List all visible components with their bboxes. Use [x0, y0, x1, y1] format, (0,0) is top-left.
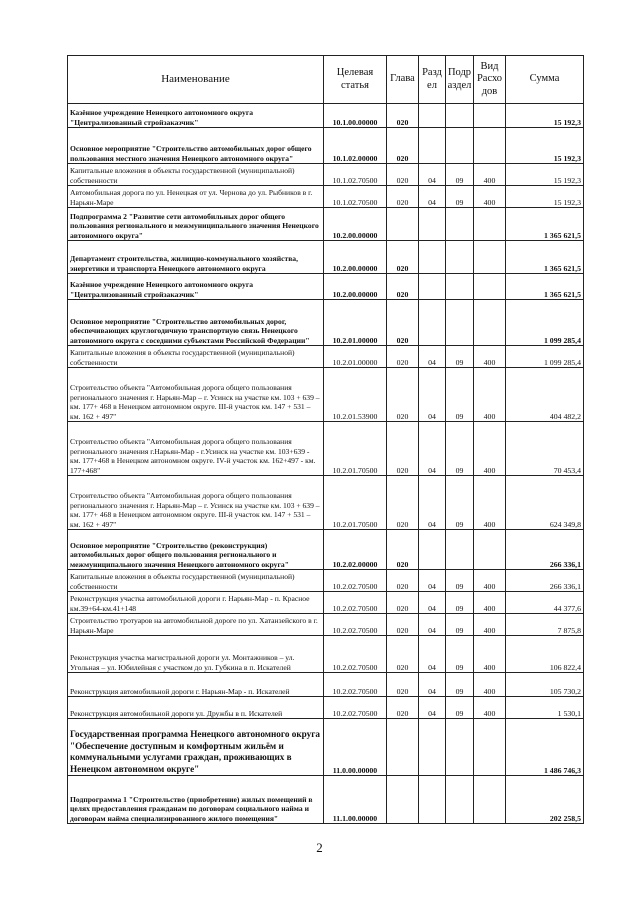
row-subsection: 09	[446, 368, 474, 422]
page-number: 2	[316, 840, 323, 855]
row-sum: 15 192,3	[506, 104, 584, 128]
row-target: 10.2.02.70500	[324, 570, 387, 592]
row-name: Подпрограмма 1 "Строительство (приобретение) жилых помещений в целях предоставления гражданам по договорам социального найма и договорам найма специализированного жилого помещения"	[68, 776, 324, 824]
row-section: 04	[419, 422, 446, 476]
row-target: 11.0.00.00000	[324, 719, 387, 776]
row-section	[419, 776, 446, 824]
row-chapter: 020	[387, 300, 419, 346]
table-row	[68, 274, 584, 300]
row-subsection: 09	[446, 164, 474, 186]
row-section	[419, 241, 446, 274]
table-row	[68, 614, 584, 636]
row-chapter: 020	[387, 368, 419, 422]
row-expense: 400	[474, 614, 506, 636]
row-chapter: 020	[387, 241, 419, 274]
row-section: 04	[419, 186, 446, 208]
row-section: 04	[419, 346, 446, 368]
row-target: 10.1.02.70500	[324, 186, 387, 208]
row-expense: 400	[474, 673, 506, 697]
row-section: 04	[419, 673, 446, 697]
row-expense: 400	[474, 368, 506, 422]
row-expense: 400	[474, 346, 506, 368]
row-sum: 1 099 285,4	[506, 300, 584, 346]
row-chapter: 020	[387, 614, 419, 636]
table-row	[68, 719, 584, 776]
row-expense: 400	[474, 164, 506, 186]
row-subsection: 09	[446, 570, 474, 592]
row-target: 10.2.02.70500	[324, 697, 387, 719]
row-sum: 106 822,4	[506, 636, 584, 673]
row-target: 10.2.02.70500	[324, 673, 387, 697]
header-name: Наименование	[68, 56, 324, 104]
row-section: 04	[419, 368, 446, 422]
row-target: 10.2.01.70500	[324, 476, 387, 530]
row-section: 04	[419, 570, 446, 592]
row-subsection	[446, 530, 474, 570]
row-expense	[474, 208, 506, 241]
row-sum: 202 258,5	[506, 776, 584, 824]
row-section: 04	[419, 614, 446, 636]
row-name: Государственная программа Ненецкого автономного округа "Обеспечение доступным и комфортным жильём и коммунальными услугами граждан, проживающих в Ненецком автономном округе"	[68, 719, 324, 776]
row-target: 10.1.00.00000	[324, 104, 387, 128]
table-row	[68, 636, 584, 673]
header-expense-type: Вид Расхо дов	[474, 56, 506, 104]
row-sum: 1 486 746,3	[506, 719, 584, 776]
row-target: 10.2.00.00000	[324, 241, 387, 274]
row-sum: 44 377,6	[506, 592, 584, 614]
row-subsection: 09	[446, 186, 474, 208]
row-section	[419, 300, 446, 346]
row-expense: 400	[474, 186, 506, 208]
row-chapter	[387, 776, 419, 824]
row-subsection	[446, 274, 474, 300]
row-sum: 15 192,3	[506, 128, 584, 164]
table-row	[68, 673, 584, 697]
header-chapter: Глава	[387, 56, 419, 104]
row-expense: 400	[474, 570, 506, 592]
row-chapter: 020	[387, 186, 419, 208]
row-subsection	[446, 241, 474, 274]
row-name: Строительство объекта "Автомобильная дорога общего пользования регионального значения г. Нарьян-Мар – г. Усинск на участке км. 103 + 639 – км. 177+ 468 в Ненецком автономном округе. III-й участок км. 147 + 531 – км. 162 + 497"	[68, 368, 324, 422]
table-row	[68, 164, 584, 186]
row-sum: 7 875,8	[506, 614, 584, 636]
row-target: 11.1.00.00000	[324, 776, 387, 824]
row-name: Подпрограмма 2 "Развитие сети автомобильных дорог общего пользования регионального и межмуниципального значения Ненецкого автономного округа"	[68, 208, 324, 241]
row-expense	[474, 300, 506, 346]
row-name: Департамент строительства, жилищно-коммунального хозяйства, энергетики и транспорта Ненецкого автономного округа	[68, 241, 324, 274]
row-sum: 404 482,2	[506, 368, 584, 422]
row-subsection: 09	[446, 476, 474, 530]
row-section: 04	[419, 164, 446, 186]
row-section	[419, 104, 446, 128]
row-subsection: 09	[446, 592, 474, 614]
row-sum: 1 099 285,4	[506, 346, 584, 368]
row-expense	[474, 241, 506, 274]
row-section	[419, 274, 446, 300]
row-subsection	[446, 104, 474, 128]
table-row	[68, 128, 584, 164]
row-name: Строительство объекта "Автомобильная дорога общего пользования регионального значения г. Нарьян-Мар – г. Усинск на участке км. 103 + 639 – км. 177+ 468 в Ненецком автономном округе. III-й участок км. 147 + 531 – км. 162 + 497"	[68, 476, 324, 530]
row-target: 10.2.02.70500	[324, 592, 387, 614]
row-target: 10.2.01.70500	[324, 422, 387, 476]
row-section: 04	[419, 592, 446, 614]
table-row	[68, 697, 584, 719]
row-chapter: 020	[387, 570, 419, 592]
row-name: Основное мероприятие "Строительство автомобильных дорог общего пользования местного значения Ненецкого автономного округа"	[68, 128, 324, 164]
row-target: 10.2.00.00000	[324, 274, 387, 300]
table-row	[68, 346, 584, 368]
row-subsection	[446, 300, 474, 346]
row-section: 04	[419, 697, 446, 719]
table-header-row	[68, 56, 584, 104]
row-expense	[474, 530, 506, 570]
row-name: Основное мероприятие "Строительство (реконструкция) автомобильных дорог общего пользования регионального и межмуниципального значения Ненецкого автономного округа"	[68, 530, 324, 570]
table-row	[68, 776, 584, 824]
row-subsection: 09	[446, 346, 474, 368]
row-name: Строительство тротуаров на автомобильной дороге по ул. Хатанзейского в г. Нарьян-Маре	[68, 614, 324, 636]
row-expense: 400	[474, 476, 506, 530]
row-chapter: 020	[387, 592, 419, 614]
row-target: 10.2.01.00000	[324, 300, 387, 346]
row-name: Капитальные вложения в объекты государственной (муниципальной) собственности	[68, 164, 324, 186]
table-row	[68, 241, 584, 274]
row-sum: 15 192,3	[506, 164, 584, 186]
row-expense	[474, 274, 506, 300]
row-chapter: 020	[387, 164, 419, 186]
table-row	[68, 422, 584, 476]
row-chapter: 020	[387, 274, 419, 300]
row-target: 10.2.02.70500	[324, 614, 387, 636]
row-sum: 105 730,2	[506, 673, 584, 697]
row-expense: 400	[474, 697, 506, 719]
row-expense	[474, 128, 506, 164]
row-sum: 266 336,1	[506, 530, 584, 570]
row-name: Казённое учреждение Ненецкого автономного округа "Централизованный стройзаказчик"	[68, 274, 324, 300]
row-sum: 1 365 621,5	[506, 274, 584, 300]
row-chapter	[387, 208, 419, 241]
row-name: Реконструкция участка магистральной дороги ул. Монтажников – ул. Угольная – ул. Юбилейная с участком до ул. Губкина в п. Искателей	[68, 636, 324, 673]
row-subsection	[446, 776, 474, 824]
row-expense	[474, 776, 506, 824]
row-chapter: 020	[387, 128, 419, 164]
table-row	[68, 368, 584, 422]
row-section	[419, 719, 446, 776]
row-subsection	[446, 128, 474, 164]
table-row	[68, 208, 584, 241]
row-chapter: 020	[387, 697, 419, 719]
row-chapter: 020	[387, 673, 419, 697]
table-row	[68, 186, 584, 208]
row-chapter: 020	[387, 104, 419, 128]
row-section	[419, 128, 446, 164]
table-row	[68, 300, 584, 346]
row-subsection: 09	[446, 697, 474, 719]
row-chapter: 020	[387, 422, 419, 476]
table-row	[68, 570, 584, 592]
budget-table	[67, 55, 584, 824]
row-chapter	[387, 719, 419, 776]
row-name: Казённое учреждение Ненецкого автономного округа "Централизованный стройзаказчик"	[68, 104, 324, 128]
header-subsection: Подр аздел	[446, 56, 474, 104]
row-sum: 1 365 621,5	[506, 208, 584, 241]
row-target: 10.2.02.00000	[324, 530, 387, 570]
row-sum: 1 530,1	[506, 697, 584, 719]
row-name: Капитальные вложения в объекты государственной (муниципальной) собственности	[68, 570, 324, 592]
row-sum: 70 453,4	[506, 422, 584, 476]
row-chapter: 020	[387, 530, 419, 570]
row-expense	[474, 104, 506, 128]
row-name: Реконструкция автомобильной дороги ул. Дружбы в п. Искателей	[68, 697, 324, 719]
row-target: 10.2.00.00000	[324, 208, 387, 241]
row-name: Автомобильная дорога по ул. Ненецкая от ул. Чернова до ул. Рыбников в г. Нарьян-Маре	[68, 186, 324, 208]
row-target: 10.1.02.00000	[324, 128, 387, 164]
table-row	[68, 592, 584, 614]
row-target: 10.2.02.70500	[324, 636, 387, 673]
row-section	[419, 530, 446, 570]
row-sum: 1 365 621,5	[506, 241, 584, 274]
header-sum: Сумма	[506, 56, 584, 104]
row-chapter: 020	[387, 636, 419, 673]
row-subsection: 09	[446, 614, 474, 636]
row-subsection	[446, 719, 474, 776]
row-name: Капитальные вложения в объекты государственной (муниципальной) собственности	[68, 346, 324, 368]
row-subsection: 09	[446, 422, 474, 476]
row-section	[419, 208, 446, 241]
header-target: Целевая статья	[324, 56, 387, 104]
row-name: Реконструкция участка автомобильной дороги г. Нарьян-Мар - п. Красное км.39+64-км.41+148	[68, 592, 324, 614]
table-row	[68, 530, 584, 570]
row-sum: 15 192,3	[506, 186, 584, 208]
row-subsection: 09	[446, 673, 474, 697]
row-expense: 400	[474, 592, 506, 614]
row-expense	[474, 719, 506, 776]
row-subsection: 09	[446, 636, 474, 673]
row-name: Реконструкция автомобильной дороги г. Нарьян-Мар - п. Искателей	[68, 673, 324, 697]
table-row	[68, 104, 584, 128]
table-row	[68, 476, 584, 530]
row-expense: 400	[474, 636, 506, 673]
row-target: 10.2.01.53900	[324, 368, 387, 422]
header-section: Разд ел	[419, 56, 446, 104]
row-subsection	[446, 208, 474, 241]
row-sum: 624 349,8	[506, 476, 584, 530]
row-target: 10.1.02.70500	[324, 164, 387, 186]
row-sum: 266 336,1	[506, 570, 584, 592]
row-expense: 400	[474, 422, 506, 476]
row-chapter: 020	[387, 346, 419, 368]
row-section: 04	[419, 476, 446, 530]
row-section: 04	[419, 636, 446, 673]
row-chapter: 020	[387, 476, 419, 530]
row-target: 10.2.01.00000	[324, 346, 387, 368]
row-name: Основное мероприятие "Строительство автомобильных дорог, обеспечивающих круглогодичную транспортную связь Ненецкого автономного округа с соседними субъектами Российской Федерации"	[68, 300, 324, 346]
row-name: Строительство объекта "Автомобильная дорога общего пользования регионального значения г.Нарьян-Мар - г.Усинск на участке км. 103+639 - км. 177+468 в Ненецком автономном округе. IV-й участок км. 162+497 - км. 177+468"	[68, 422, 324, 476]
